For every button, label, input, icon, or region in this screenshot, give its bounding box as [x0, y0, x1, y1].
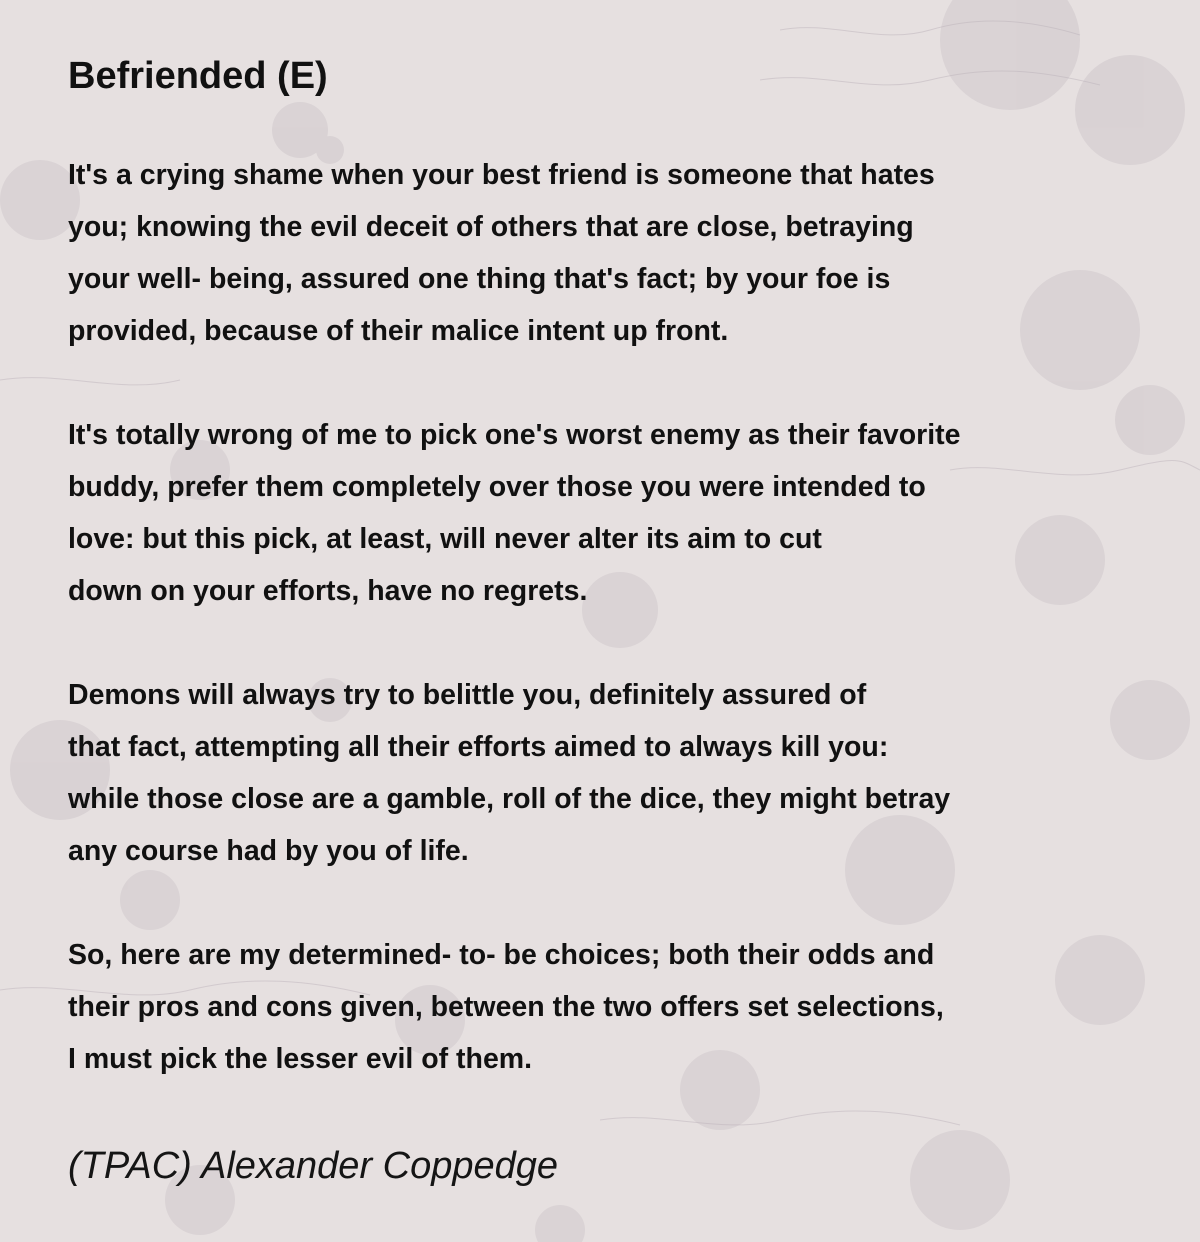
poem-body: [68, 149, 1178, 1137]
stanza-4: [68, 929, 1178, 1085]
poem-line: buddy, prefer them completely over those you were intended to: [68, 471, 926, 503]
poem-line: I must pick the lesser evil of them.: [68, 1043, 533, 1075]
poem-line: their pros and cons given, between the two offers set selections,: [68, 991, 944, 1023]
poem-line: while those close are a gamble, roll of the dice, they might betray: [68, 783, 951, 815]
poem-author: (TPAC) Alexander Coppedge: [68, 1145, 559, 1187]
poem-line: your well- being, assured one thing that's fact; by your foe is: [68, 263, 891, 295]
poem-line: It's a crying shame when your best friend is someone that hates: [68, 159, 935, 191]
stanza-3: [68, 669, 1178, 877]
poem-line: Demons will always try to belittle you, definitely assured of: [68, 679, 867, 711]
stanza-1: [68, 149, 1178, 357]
poem-line: It's totally wrong of me to pick one's worst enemy as their favorite: [68, 419, 961, 451]
poem-line: provided, because of their malice intent up front.: [68, 315, 729, 347]
stanza-2: [68, 409, 1178, 617]
poem-title: Befriended (E): [68, 55, 328, 97]
poem-line: So, here are my determined- to- be choices; both their odds and: [68, 939, 935, 971]
poem-line: down on your efforts, have no regrets.: [68, 575, 588, 607]
poem-line: you; knowing the evil deceit of others that are close, betraying: [68, 211, 914, 243]
poem-line: love: but this pick, at least, will never alter its aim to cut: [68, 523, 822, 555]
poem-line: any course had by you of life.: [68, 835, 469, 867]
poem-line: that fact, attempting all their efforts aimed to always kill you:: [68, 731, 889, 763]
